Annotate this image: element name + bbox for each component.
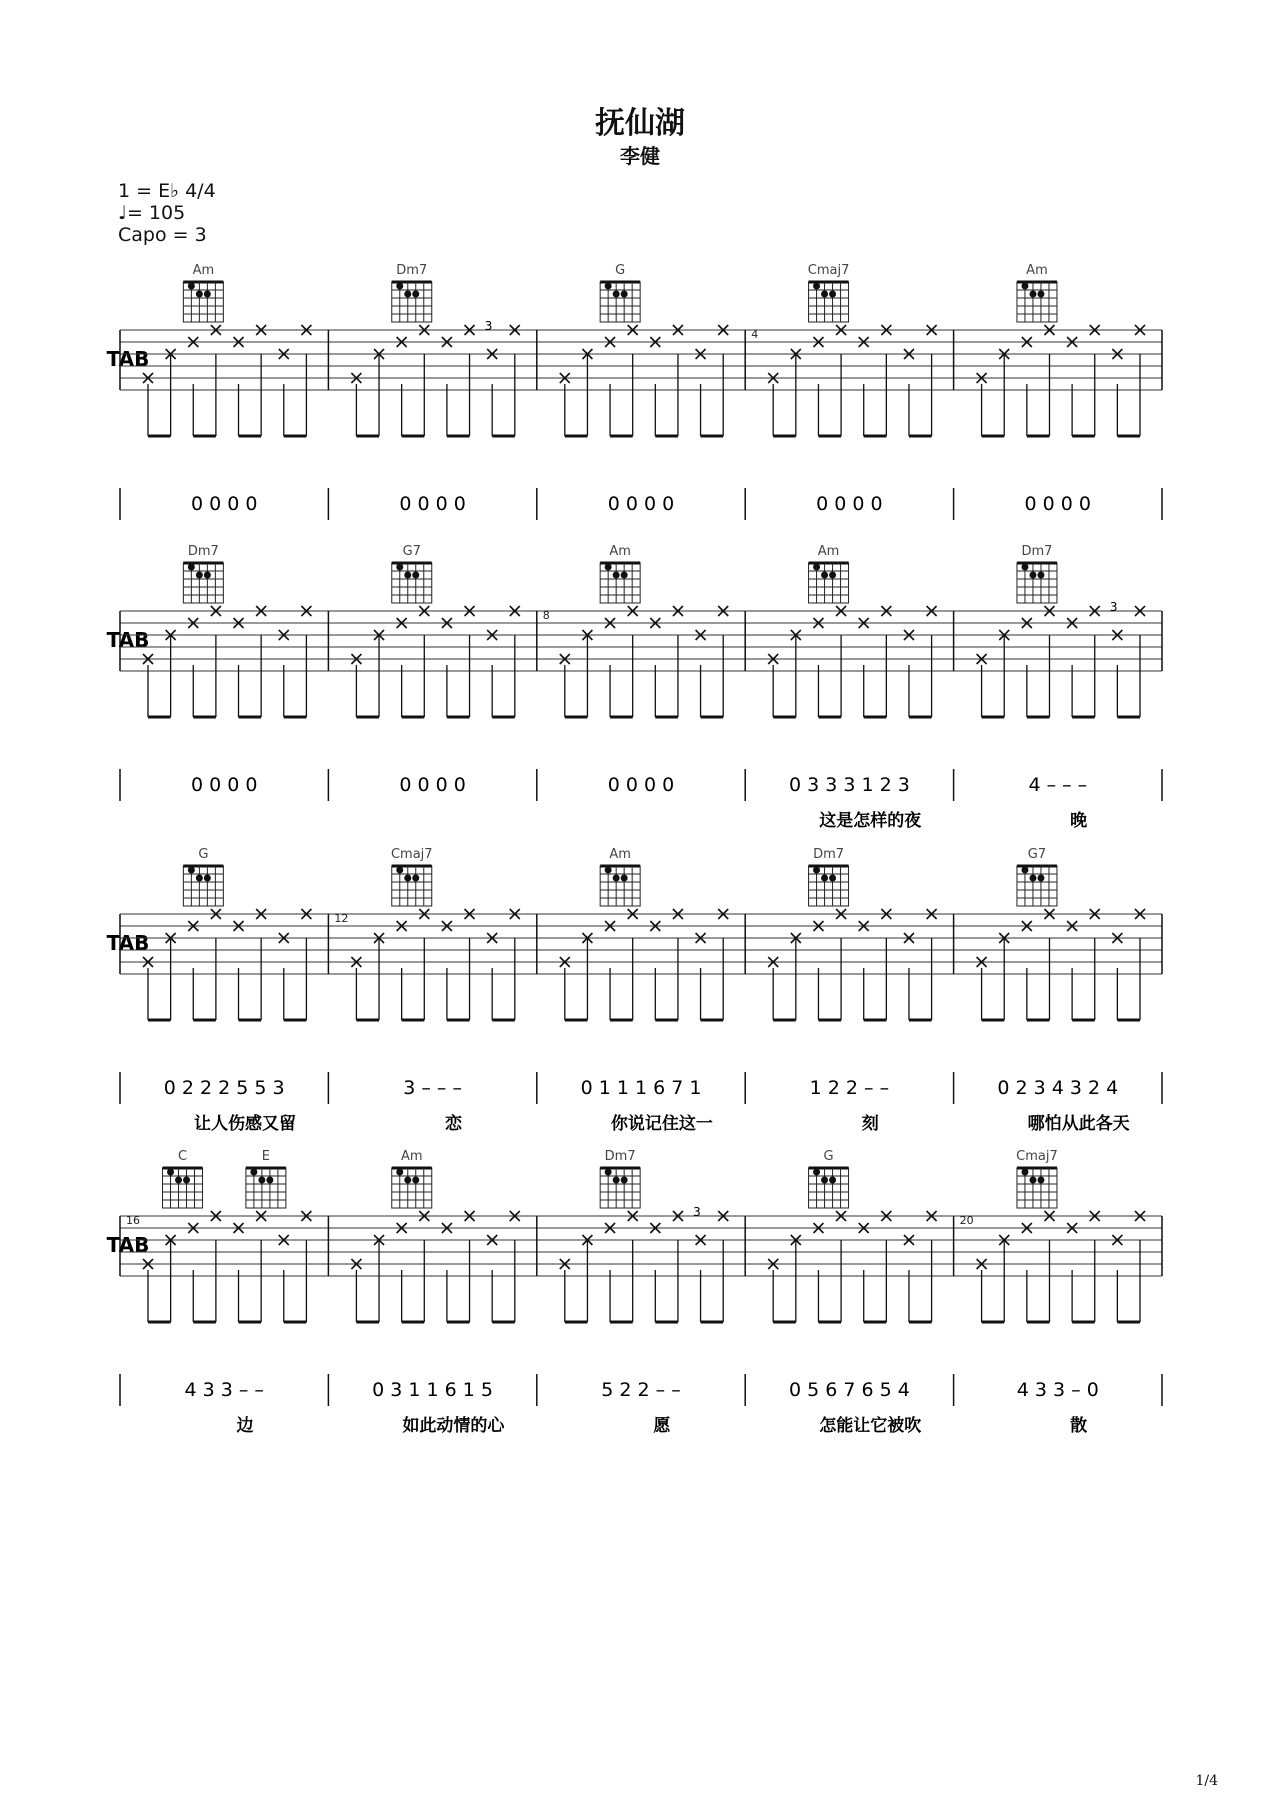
lyric: 哪怕从此各天 bbox=[1027, 1114, 1130, 1134]
finger-dot bbox=[204, 291, 211, 298]
chord-diagram bbox=[1017, 544, 1057, 603]
chord-diagram bbox=[1017, 263, 1057, 322]
finger-dot bbox=[412, 291, 419, 298]
chord-diagram bbox=[808, 263, 850, 322]
finger-dot bbox=[605, 867, 612, 874]
finger-dot bbox=[1037, 291, 1044, 298]
chord-name: Am bbox=[609, 544, 631, 559]
chord-diagram bbox=[600, 847, 640, 906]
finger-dot bbox=[821, 875, 828, 882]
finger-dot bbox=[813, 1169, 820, 1176]
chord-name: G bbox=[198, 847, 209, 862]
finger-dot bbox=[613, 875, 620, 882]
measure-number: 12 bbox=[334, 912, 349, 925]
chord-name: G bbox=[823, 1149, 834, 1164]
finger-dot bbox=[396, 283, 403, 290]
chord-name: Am bbox=[1026, 263, 1048, 278]
artist-name: 李健 bbox=[620, 144, 660, 168]
chord-name: G7 bbox=[1027, 847, 1047, 862]
finger-dot bbox=[1021, 564, 1028, 571]
chord-diagram bbox=[1016, 1149, 1058, 1208]
finger-dot bbox=[204, 875, 211, 882]
jianpu-notes: 0 0 0 0 bbox=[816, 493, 883, 515]
chord-name: Dm7 bbox=[396, 263, 428, 278]
finger-dot bbox=[621, 572, 628, 579]
tab-clef: TAB bbox=[106, 931, 150, 955]
finger-dot bbox=[813, 564, 820, 571]
chord-name: Am bbox=[400, 1149, 423, 1164]
triplet-mark: 3 bbox=[693, 1205, 701, 1219]
jianpu-notes: 0 0 0 0 bbox=[399, 493, 466, 515]
finger-dot bbox=[404, 572, 411, 579]
chord-name: E bbox=[261, 1149, 270, 1164]
song-title: 抚仙湖 bbox=[595, 106, 685, 141]
finger-dot bbox=[412, 1177, 419, 1184]
tab-clef: TAB bbox=[106, 628, 150, 652]
chord-name: G7 bbox=[402, 544, 421, 559]
finger-dot bbox=[621, 875, 628, 882]
triplet-mark: 3 bbox=[1109, 600, 1118, 614]
chord-name: C bbox=[177, 1149, 188, 1164]
jianpu-notes: 4 – – – bbox=[1028, 774, 1088, 796]
finger-dot bbox=[613, 291, 620, 298]
jianpu-notes: 3 – – – bbox=[403, 1077, 462, 1099]
jianpu-notes: 0 3 3 3 1 2 3 bbox=[788, 774, 910, 796]
staff-system bbox=[0, 252, 1280, 552]
chord-diagram bbox=[600, 544, 640, 603]
jianpu-notes: 0 3 1 1 6 1 5 bbox=[372, 1379, 494, 1401]
chord-diagram bbox=[246, 1149, 286, 1208]
chord-diagram bbox=[392, 544, 432, 603]
finger-dot bbox=[266, 1177, 273, 1184]
chord-name: Am bbox=[609, 847, 631, 862]
finger-dot bbox=[605, 1169, 612, 1176]
chord-name: Am bbox=[192, 263, 215, 278]
lyric: 边 bbox=[236, 1416, 254, 1436]
finger-dot bbox=[1029, 291, 1036, 298]
chord-diagram bbox=[600, 263, 640, 322]
finger-dot bbox=[175, 1177, 182, 1184]
chord-diagram bbox=[183, 263, 223, 322]
chord-name: G bbox=[615, 263, 626, 278]
chord-name: Cmaj7 bbox=[807, 263, 850, 278]
jianpu-notes: 0 0 0 0 bbox=[607, 493, 675, 515]
finger-dot bbox=[258, 1177, 265, 1184]
lyric: 恋 bbox=[444, 1114, 462, 1134]
finger-dot bbox=[188, 564, 195, 571]
finger-dot bbox=[1029, 572, 1036, 579]
jianpu-notes: 0 0 0 0 bbox=[190, 774, 258, 796]
chord-name: Am bbox=[817, 544, 840, 559]
finger-dot bbox=[412, 875, 419, 882]
key-signature: 1 = E♭ 4/4 bbox=[118, 180, 216, 202]
finger-dot bbox=[1037, 1177, 1044, 1184]
triplet-mark: 3 bbox=[484, 319, 493, 333]
jianpu-notes: 0 1 1 1 6 7 1 bbox=[580, 1077, 702, 1099]
finger-dot bbox=[829, 875, 836, 882]
chord-diagram bbox=[183, 847, 223, 906]
jianpu-notes: 5 2 2 – – bbox=[601, 1379, 681, 1401]
jianpu-notes: 0 0 0 0 bbox=[399, 774, 466, 796]
jianpu-notes: 0 5 6 7 6 5 4 bbox=[788, 1379, 910, 1401]
tab-clef: TAB bbox=[106, 1233, 150, 1257]
lyric: 你说记住这一 bbox=[610, 1114, 713, 1134]
finger-dot bbox=[829, 1177, 836, 1184]
finger-dot bbox=[613, 1177, 620, 1184]
lyric: 愿 bbox=[653, 1416, 671, 1436]
finger-dot bbox=[1029, 1177, 1036, 1184]
finger-dot bbox=[204, 572, 211, 579]
jianpu-notes: 1 2 2 – – bbox=[809, 1077, 890, 1099]
finger-dot bbox=[404, 291, 411, 298]
measure-number: 4 bbox=[751, 328, 759, 341]
staff-system bbox=[0, 1138, 1280, 1438]
chord-diagram bbox=[183, 544, 223, 603]
page-number: 1/4 bbox=[1195, 1773, 1218, 1789]
finger-dot bbox=[183, 1177, 190, 1184]
finger-dot bbox=[813, 867, 820, 874]
finger-dot bbox=[196, 291, 203, 298]
chord-diagram bbox=[600, 1149, 640, 1208]
chord-diagram bbox=[809, 1149, 849, 1208]
finger-dot bbox=[613, 572, 620, 579]
lyric: 这是怎样的夜 bbox=[819, 811, 922, 831]
chord-name: Dm7 bbox=[604, 1149, 636, 1164]
finger-dot bbox=[1037, 572, 1044, 579]
chord-diagram bbox=[163, 1149, 203, 1208]
finger-dot bbox=[621, 291, 628, 298]
jianpu-notes: 0 0 0 0 bbox=[607, 774, 675, 796]
jianpu-notes: 0 0 0 0 bbox=[190, 493, 258, 515]
lyric: 如此动情的心 bbox=[402, 1416, 505, 1436]
finger-dot bbox=[404, 875, 411, 882]
finger-dot bbox=[188, 867, 195, 874]
chord-diagram bbox=[392, 263, 432, 322]
jianpu-notes: 0 0 0 0 bbox=[1024, 493, 1092, 515]
finger-dot bbox=[167, 1169, 174, 1176]
finger-dot bbox=[396, 1169, 403, 1176]
finger-dot bbox=[621, 1177, 628, 1184]
chord-diagram bbox=[392, 1149, 432, 1208]
lyric: 散 bbox=[1070, 1416, 1088, 1436]
measure-number: 16 bbox=[126, 1214, 140, 1227]
finger-dot bbox=[821, 1177, 828, 1184]
finger-dot bbox=[196, 572, 203, 579]
lyric: 晚 bbox=[1070, 811, 1088, 831]
chord-name: Dm7 bbox=[1021, 544, 1053, 559]
jianpu-notes: 0 2 2 2 5 5 3 bbox=[163, 1077, 285, 1099]
chord-name: Cmaj7 bbox=[1016, 1149, 1058, 1164]
finger-dot bbox=[821, 572, 828, 579]
jianpu-notes: 0 2 3 4 3 2 4 bbox=[997, 1077, 1119, 1099]
finger-dot bbox=[829, 291, 836, 298]
jianpu-notes: 4 3 3 – 0 bbox=[1016, 1379, 1099, 1401]
tab-clef: TAB bbox=[106, 347, 150, 371]
lyric: 让人伤感又留 bbox=[194, 1114, 297, 1134]
finger-dot bbox=[404, 1177, 411, 1184]
finger-dot bbox=[1037, 875, 1044, 882]
finger-dot bbox=[1021, 1169, 1028, 1176]
capo-marking: Capo = 3 bbox=[118, 224, 207, 246]
jianpu-notes: 4 3 3 – – bbox=[184, 1379, 264, 1401]
finger-dot bbox=[1021, 867, 1028, 874]
chord-diagram bbox=[809, 544, 849, 603]
finger-dot bbox=[821, 291, 828, 298]
finger-dot bbox=[1021, 283, 1028, 290]
finger-dot bbox=[605, 283, 612, 290]
chord-name: Dm7 bbox=[813, 847, 845, 862]
finger-dot bbox=[412, 572, 419, 579]
measure-number: 8 bbox=[542, 609, 550, 622]
tempo-marking: ♩= 105 bbox=[118, 202, 186, 224]
finger-dot bbox=[188, 283, 195, 290]
chord-name: Dm7 bbox=[187, 544, 219, 559]
finger-dot bbox=[1029, 875, 1036, 882]
chord-diagram bbox=[391, 847, 433, 906]
staff-system bbox=[0, 836, 1280, 1136]
staff-system bbox=[0, 533, 1280, 833]
finger-dot bbox=[829, 572, 836, 579]
chord-name: Cmaj7 bbox=[390, 847, 433, 862]
finger-dot bbox=[605, 564, 612, 571]
finger-dot bbox=[396, 867, 403, 874]
finger-dot bbox=[250, 1169, 257, 1176]
lyric: 刻 bbox=[861, 1114, 879, 1134]
measure-number: 20 bbox=[959, 1214, 974, 1227]
finger-dot bbox=[396, 564, 403, 571]
lyric: 怎能让它被吹 bbox=[819, 1416, 922, 1436]
finger-dot bbox=[813, 283, 820, 290]
chord-diagram bbox=[809, 847, 849, 906]
chord-diagram bbox=[1017, 847, 1057, 906]
finger-dot bbox=[196, 875, 203, 882]
